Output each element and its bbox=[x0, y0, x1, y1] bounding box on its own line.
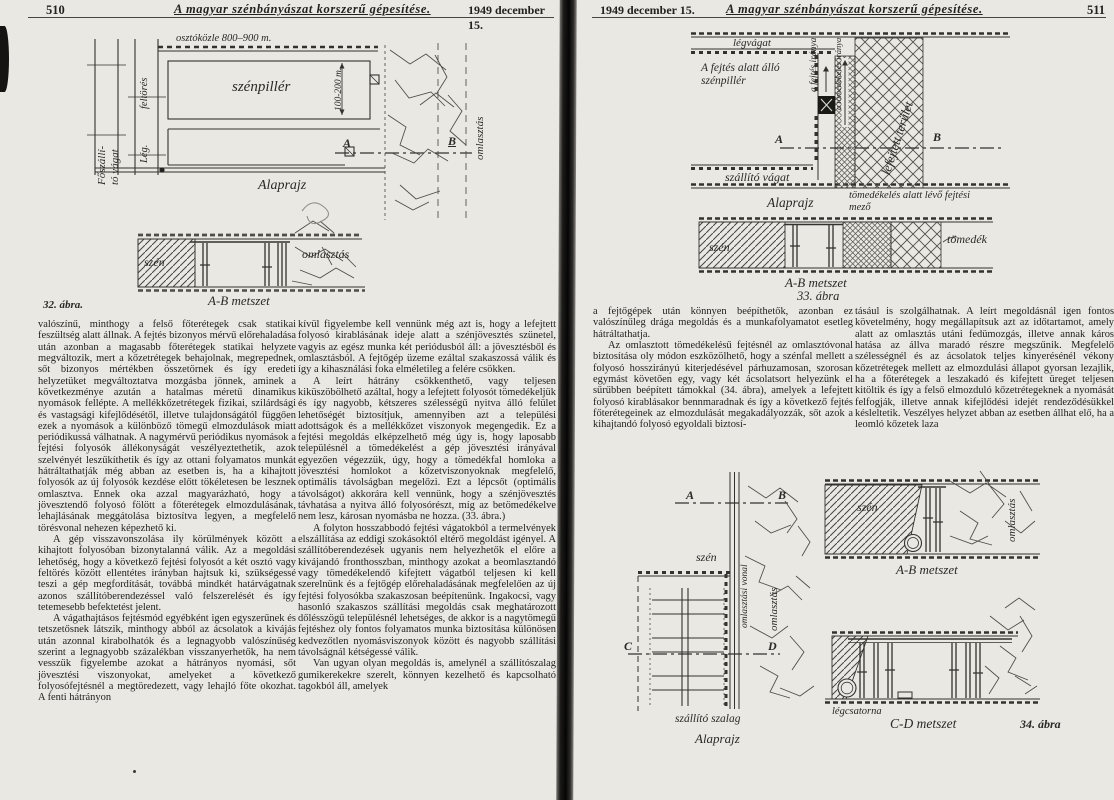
header-rule-right bbox=[592, 17, 1106, 18]
figure-33 bbox=[685, 30, 1015, 305]
fig34-plan-caption: Alaprajz bbox=[695, 731, 740, 746]
figure-32 bbox=[40, 33, 490, 311]
running-title-right: A magyar szénbányászat korszerű gépesítése. bbox=[726, 2, 983, 16]
fig33-stowing-direction-label: a tömedékelés iránya bbox=[833, 37, 843, 110]
fig33-plan-caption: Alaprajz bbox=[767, 195, 814, 210]
fig32-coal-label: szén bbox=[144, 255, 165, 269]
paragraph: tásául is szolgálhatnak. A leírt megoldásnál igen fontos követelmény, hogy megállapítsuk azt az időtartamot, amely alatt az omlasztás utáni fedümozgás, illetve annak káros hatása az állva maradó részre megszűnik. Megfelelő szélességnél és az ácsolatok teljes kinyerésénél vékony kőzetrétegek mellett az elmozdulási állapot gyorsan lezajlik, ha a főterétegek a leszakadó és kifejtett üreget teljesen kitöltik és így a felső elmozduló kőzetrétegeknek a nyomását felfogják, illetve annak kifejlődési idejét rendeződésükkel késleltetik. Veszélyes helyzet abban az esetben állhat elő, ha a leomló kőzetek laza bbox=[855, 306, 1114, 431]
fig34-section-ab-caption: A-B metszet bbox=[896, 562, 958, 577]
fig32-width-dim-label: 100-200 m. bbox=[334, 67, 344, 111]
fig33-section-mark-a: A bbox=[775, 132, 784, 146]
fig34-number: 34. ábra bbox=[1020, 717, 1061, 731]
fig32-number: 32. ábra. bbox=[43, 299, 84, 311]
fig33-number: 33. ábra bbox=[797, 289, 840, 303]
fig32-section-mark-a: A bbox=[343, 136, 352, 150]
paragraph: Van ugyan olyan megoldás is, amelynél a szállítószalag gumikerekekre szerelt, könnyen kezelhető és kapcsolható tagokból áll, amelyek bbox=[298, 658, 556, 692]
issue-date-left: 1949 december 15. bbox=[468, 3, 545, 32]
page-number-left: 510 bbox=[46, 3, 65, 17]
fig33-section-caption: A-B metszet bbox=[785, 275, 847, 290]
issue-date-right: 1949 december 15. bbox=[600, 3, 695, 17]
right-page-column-1 bbox=[593, 306, 853, 481]
paragraph: valószínű, minthogy a felső főterétegek csak statikai feszültség alatt állnak. A fejtés bizonyos mérvű előrehaladása után azonban a magasabb főterétegek statikai helyzete megváltozik, mert a kőzetrétegek behajolnak, megrepednek, sőt bizonyos mértékben összetörnek és így eredeti helyzetüket megváltoztatva mozgásba jönnek, aminek a következménye azután a hatalmas méretű dinamikus nyomások fellépte. A mellékkőzetrétegek fizikai, szilárdsági és vastagsági kifejlődésétől, illetve tulajdonságától függően ezek a nyomások a különböző tömegű elmozdulások miatt periódikussá válhatnak. A nagymérvű periódikus nyomások a fejtési folyosók állékonyságát veszélyeztethetik, azok szelvényét leszűkíthetik és így az ottani folyamatos munkát hátráltathatják még abban az esetben is, ha a kihajtott folyosók az új folyosók kezdése előtt tökéletesen be lesznek omlasztva. Ennek oka azzal magyarázható, hogy a jövesztendő folyosó fölött a főterétegek elmozdulásának, lehajlásának meggátolása biztosítva legyen, a megfelelő törésvonal nehezen képezhető ki. bbox=[38, 319, 296, 534]
scan-artifact-edge bbox=[0, 26, 9, 92]
fig33-pillar-label: A fejtés alatt álló szénpillér bbox=[701, 62, 780, 87]
fig33-mining-direction-label: a fejtés iránya bbox=[809, 37, 819, 92]
fig32-main-drift-label-1: Főszállí- bbox=[96, 145, 108, 185]
header-rule-left bbox=[28, 17, 554, 18]
paragraph: A gép visszavonszolása ily körülmények között a kihajtott folyosóban bizonytalanná válik. Az a megoldási lehetőség, hogy a következő fejtési folyosót a két osztó vagy feltörés között ellentétes irányban hajtsuk ki, szükségessé teszi a gép megfordítását, továbbá mindkét határvágatnak azonos szállítóberendezéssel való felszerelését és így tetemesebb befektetést jelent. bbox=[38, 533, 296, 613]
fig32-section-caption: A-B metszet bbox=[208, 293, 270, 308]
fig34-section-mark-a: A bbox=[686, 488, 695, 502]
left-page-column-2 bbox=[298, 319, 556, 751]
page-gutter-shadow bbox=[556, 0, 576, 800]
fig34-section-mark-d: D bbox=[768, 639, 777, 653]
fig34-coal-section-label: szén bbox=[857, 500, 878, 514]
figure-34 bbox=[620, 466, 1114, 766]
page-511 bbox=[576, 0, 1114, 800]
page-number-right: 511 bbox=[1087, 3, 1106, 17]
scan-speck bbox=[133, 770, 136, 773]
fig33-haulage-drift-label: szállító vágat bbox=[725, 170, 790, 184]
fig34-conveyor-label: szállító szalag bbox=[675, 713, 741, 725]
left-page-column-1 bbox=[38, 319, 296, 751]
paragraph: a fejtőgépek után könnyen beépíthetők, azonban ez valószínűleg drága megoldás és a munkafolyamatot esetleg hátráltathatja. bbox=[593, 306, 853, 340]
fig33-stowed-field-label: tömedékelés alatt lévő fejtési mező bbox=[849, 190, 970, 213]
fig34-section-mark-c: C bbox=[624, 639, 633, 653]
paragraph: A leírt hátrány csökkenthető, vagy teljesen kiküszöbölhető azáltal, hogy a lefejtett folyosót tömedékeljük és így nagyobb, kétszeres szélességű nyitva álló felület lehetőségét biztosítjuk, amennyiben azt a települési adottságok és a mellékkőzet viszonyok megengedik. Ez a fejtési megoldás elképzelhető még úgy is, hogy laposabb településnél a tömedékelést a gép jövesztési irányával egyezően végezzük, úgy, hogy a tömedékfal homloka a jövesztési homlokot a kőzetviszonyoknak megfelelő, optimális távolságban megelőzi. Ezt a lépcsőt (optimális távolságot) akkorára kell vennünk, hogy a szénjövesztés távhatása a nyitva álló folyosórészt, míg az betömedékelve nem lesz, károsan nyomásba ne hozza. (33. ábra.) bbox=[298, 375, 556, 523]
fig34-caving-plan-label: omlasztás bbox=[768, 587, 780, 631]
fig32-main-drift-label-2: tó vágat bbox=[109, 149, 121, 185]
fig33-coal-label: szén bbox=[709, 240, 730, 254]
fig34-caving-line-label: omlasztási vonal bbox=[740, 564, 750, 628]
fig32-caving-section-label: omlasztás bbox=[302, 247, 350, 261]
fig34-caving-section-label: omlasztás bbox=[1006, 498, 1018, 542]
fig32-spacing-label: osztóközle 800–900 m. bbox=[176, 33, 272, 44]
fig32-plan-caption: Alaprajz bbox=[258, 178, 307, 193]
fig34-section-mark-b: B bbox=[778, 488, 787, 502]
fig32-section-mark-b: B bbox=[448, 134, 457, 148]
fig33-air-drift-label: légvágat bbox=[733, 37, 771, 49]
fig33-stowing-label: tömedék bbox=[947, 232, 987, 246]
running-title-left: A magyar szénbányászat korszerű gépesítése. bbox=[174, 2, 431, 16]
paragraph: A folyton hosszabbodó fejtési vágatokból a termelvények elszállítása az eddigi szokásoktól eltérő megoldást igényel. A szállítóberendezések ugyanis nem helyezhetők el előre a kivájandó fronthosszban, minthogy azokat a beomlasztandó vagy tömedékelendő kifejtett vágatból teljesen ki kell szerelnünk és a fejtőgép előrehaladásának megfelelően az új fejtési folyosókba szakaszosan beépítenünk. Ingakocsi, vagy hasonló szakaszos szállítási megoldás csak meghatározott dőlésszögű településnél lehetséges, de akkor is a nagytömegű fejtéshez oly fontos folyamatos munka biztosítása különösen kedvezőtlen nyomásviszonyok között és nagyobb szállítási távolságnál kétségessé válik. bbox=[298, 522, 556, 659]
fig32-air-label: Lég. bbox=[139, 144, 150, 163]
fig32-raise-label: feltörés bbox=[139, 77, 150, 109]
fig32-caving-plan-label: omlasztás bbox=[474, 116, 486, 160]
paragraph: kívül figyelembe kell vennünk még azt is, hogy a lefejtett folyosó kirablásának ideje alatt a szénjövesztés szünetel, vagyis az egész munka két periódusból áll: a jövesztésből és omlasztásból. A fejtőgép üzeme ezáltal szakaszossá válik és így a kihasználási foka elméletileg a felére csökken. bbox=[298, 319, 556, 376]
fig33-section-mark-b: B bbox=[933, 130, 942, 144]
fig34-coal-plan-label: szén bbox=[696, 550, 717, 564]
paragraph: A vágathajtásos fejtésmód egyébként igen egyszerűnek és tetszetősnek látszik, minthogy abból az ácsolatok a kivájás után azonnal kirabolhatók és a legnagyobb valószínűség szerint a legnagyobb százalékban visszanyerhetők, ha nem vesszük figyelembe azokat a hátrányos nyomási, sőt jövesztési viszonyokat, amelyeket a következő folyosófejtésnél a megtöredezett, vagy lehajló főte okozhat. A fenti hátrányon bbox=[38, 613, 296, 704]
right-page-column-2 bbox=[855, 306, 1114, 458]
paragraph: Az omlasztott tömedékelésű fejtésnél az omlasztóvonal biztosítása oly módon eszközölhető, hogy a szénfal mellett a folyosó hosszirányú kiterjedésével párhuzamosan, szorosan egymást követően egy, vagy két ácsolatsort helyezünk el sűrűbben beépített támokkal (34. ábra), amelyek a lefejtett folyosó kirablásakor bennmaradnak és így a következő fejtés főterétegeinek az elmozdulását megakadályozzák, sőt azok a kihajtandó folyosó egyoldali biztosí- bbox=[593, 339, 853, 431]
fig34-air-duct-label: légcsatorna bbox=[832, 706, 882, 717]
fig32-coal-pillar-label: szénpillér bbox=[232, 79, 291, 95]
fig33-mined-out-label: lefejtett terület bbox=[878, 99, 916, 177]
fig34-section-cd-caption: C-D metszet bbox=[890, 716, 957, 731]
